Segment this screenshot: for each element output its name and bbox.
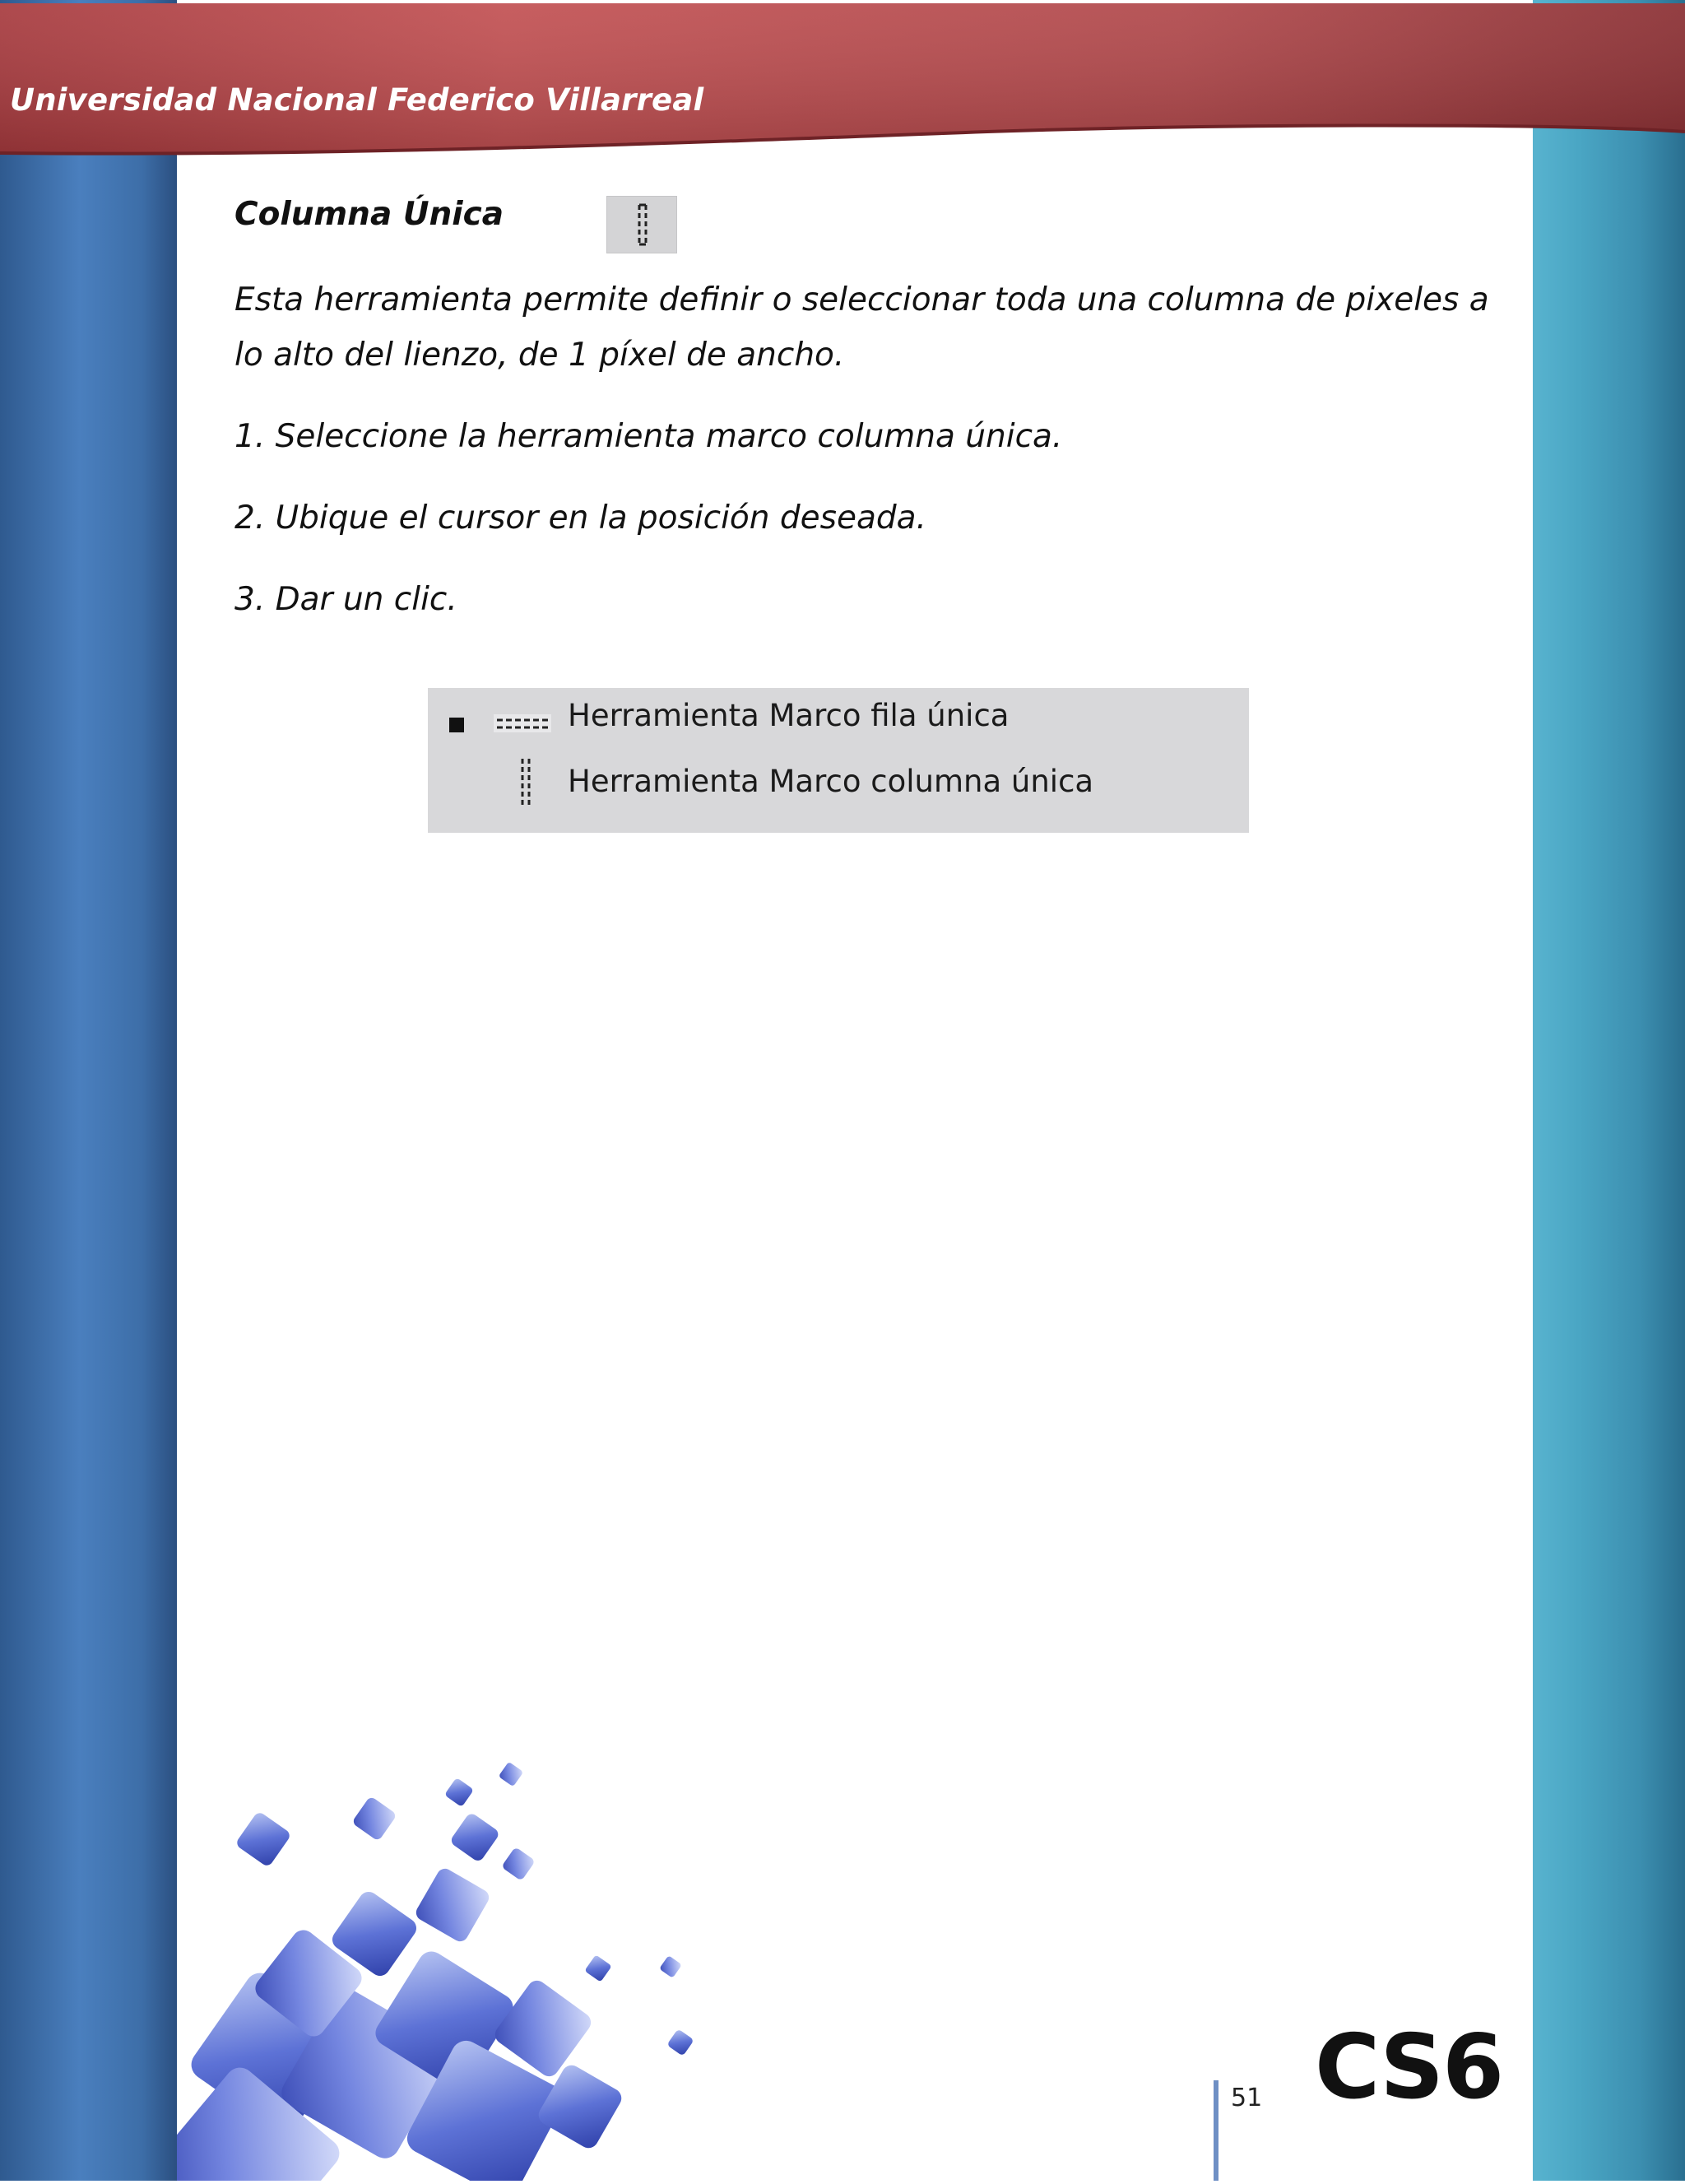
single-column-marquee-icon	[510, 755, 543, 816]
step-2: 2. Ubique el cursor en la posición deseada.	[234, 500, 926, 537]
menu-item-single-row[interactable]	[428, 688, 1249, 754]
cs6-brand: CS6	[1315, 2016, 1503, 2119]
description-line-2: lo alto del lienzo, de 1 píxel de ancho.	[234, 337, 845, 374]
menu-item-single-column[interactable]	[428, 754, 1249, 820]
marquee-tool-menu	[428, 688, 1249, 833]
menu-item-label: Herramienta Marco fila única	[568, 698, 1010, 733]
university-name: Universidad Nacional Federico Villarreal	[10, 82, 704, 118]
left-blue-band	[0, 0, 177, 2181]
section-title: Columna Única	[234, 196, 504, 233]
description-line-1: Esta herramienta permite definir o seleccionar toda una columna de pixeles a	[234, 281, 1489, 318]
single-row-marquee-icon	[494, 713, 551, 737]
page-number: 51	[1231, 2084, 1263, 2112]
header-banner	[0, 0, 1685, 160]
right-teal-band	[1533, 0, 1685, 2181]
menu-item-label: Herramienta Marco columna única	[568, 764, 1094, 799]
step-3: 3. Dar un clic.	[234, 581, 457, 618]
footer-divider	[1214, 2080, 1218, 2181]
selected-bullet-icon	[449, 718, 464, 732]
blue-cubes-decoration	[177, 1745, 753, 2184]
step-1: 1. Seleccione la herramienta marco columna única.	[234, 418, 1063, 455]
single-column-marquee-icon	[606, 196, 677, 253]
